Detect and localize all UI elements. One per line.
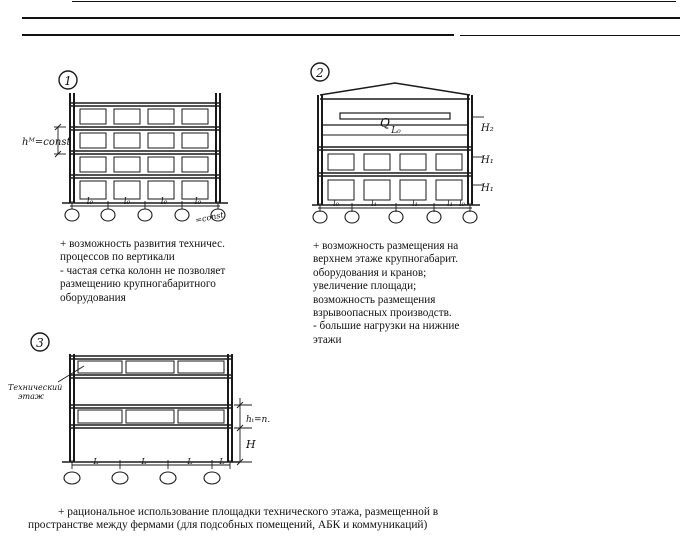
diagram-2-crane-top-floor-frame — [300, 55, 520, 235]
caption-line: + возможность развития техничес. — [60, 238, 225, 250]
diagram-2-level-label-h1-upper: H₁ — [481, 155, 494, 166]
caption-line: верхнем этаже крупногабарит. — [313, 253, 459, 266]
diagram-3-height-label-tech: hₜ=п. — [246, 415, 271, 425]
diagram-1-caption — [60, 238, 225, 305]
diagram-3-tech-floor-label-line2: этаж — [18, 392, 44, 401]
header-rule-lower-right — [460, 35, 680, 36]
caption-line: - большие нагрузки на нижние — [313, 320, 460, 333]
svg-text:2: 2 — [316, 66, 324, 80]
diagram-2-level-label-h1-lower: H₁ — [481, 183, 494, 194]
caption-line: взрывоопасных производств. — [313, 307, 452, 320]
caption-line: оборудования — [60, 291, 126, 304]
svg-text:3: 3 — [36, 336, 44, 350]
diagram-2-roof-truss — [320, 83, 470, 99]
diagram-1-height-label: hᴹ=const — [22, 137, 71, 148]
diagram-3-floor-slabs — [62, 356, 240, 462]
diagram-1-multistorey-frame — [0, 55, 250, 235]
diagram-2-foundations — [313, 211, 477, 223]
diagram-3-span-label-4: L — [219, 457, 225, 466]
caption-line: оборудования и кранов; — [313, 266, 427, 279]
caption-line: + возможность размещения на — [313, 240, 459, 252]
diagram-3-height-label-h: H — [246, 438, 256, 451]
diagram-1-span-label-1: l₀ — [86, 197, 94, 207]
diagram-2-span-label: L₀ — [391, 126, 401, 136]
header-rule-lower-left — [22, 34, 454, 36]
diagram-2-window-panels — [328, 154, 462, 200]
caption-line: увеличение площади; — [313, 280, 417, 293]
diagram-2-span-l0-left: l₀ — [333, 199, 339, 208]
diagram-1-span-label-2: l₀ — [123, 197, 131, 207]
caption-line: + рациональное использование площадки технического этажа, размещенной в — [58, 506, 439, 518]
diagram-3-number-badge — [31, 333, 49, 351]
diagram-1-number-badge — [59, 71, 77, 89]
diagram-3-technical-floor-frame — [0, 330, 300, 495]
diagram-2-span-l1-1: l₁ — [371, 199, 377, 208]
diagram-2-span-l1-2: l₁ — [412, 199, 418, 208]
diagram-2-crane — [322, 113, 468, 125]
diagram-3-foundations — [64, 472, 220, 484]
diagram-2-number-badge — [311, 63, 329, 81]
diagram-1-span-label-4: l₀ — [194, 197, 202, 207]
diagram-3-span-label-3: L — [187, 457, 193, 466]
diagram-2-span-l0-right: l₀ — [459, 199, 465, 208]
caption-line: пространстве между фермами (для подсобных помещений, АБК и коммуникаций) — [28, 519, 428, 532]
diagram-3-span-label-1: L — [93, 457, 99, 466]
caption-line: размещению крупногабаритного — [60, 278, 216, 291]
diagram-2-floor-slabs — [312, 147, 480, 205]
diagram-1-const-note: =const — [194, 210, 225, 225]
diagram-1-floor-slabs — [62, 103, 228, 203]
diagram-2-caption — [313, 240, 459, 347]
diagram-3-height-dimensions — [234, 398, 252, 465]
diagram-3-tech-floor-label-line1: Технический — [8, 383, 63, 392]
diagram-1-span-label-3: l₀ — [160, 197, 168, 207]
header-rule-top — [72, 1, 676, 2]
diagram-3-caption — [28, 506, 438, 533]
caption-line: этажи — [313, 333, 342, 346]
svg-text:1: 1 — [64, 74, 72, 88]
diagram-2-level-label-h2: H₂ — [481, 123, 494, 134]
caption-line: возможность размещения — [313, 293, 436, 306]
diagram-2-crane-label: Q — [380, 116, 390, 130]
diagram-2-span-l1-3: l₁ — [447, 199, 453, 208]
header-rule-main — [22, 17, 680, 19]
diagram-3-span-label-2: L — [141, 457, 147, 466]
diagram-3-technical-floor-panels — [78, 361, 224, 423]
caption-line: процессов по вертикали — [60, 251, 175, 264]
caption-line: - частая сетка колонн не позволяет — [60, 264, 226, 277]
